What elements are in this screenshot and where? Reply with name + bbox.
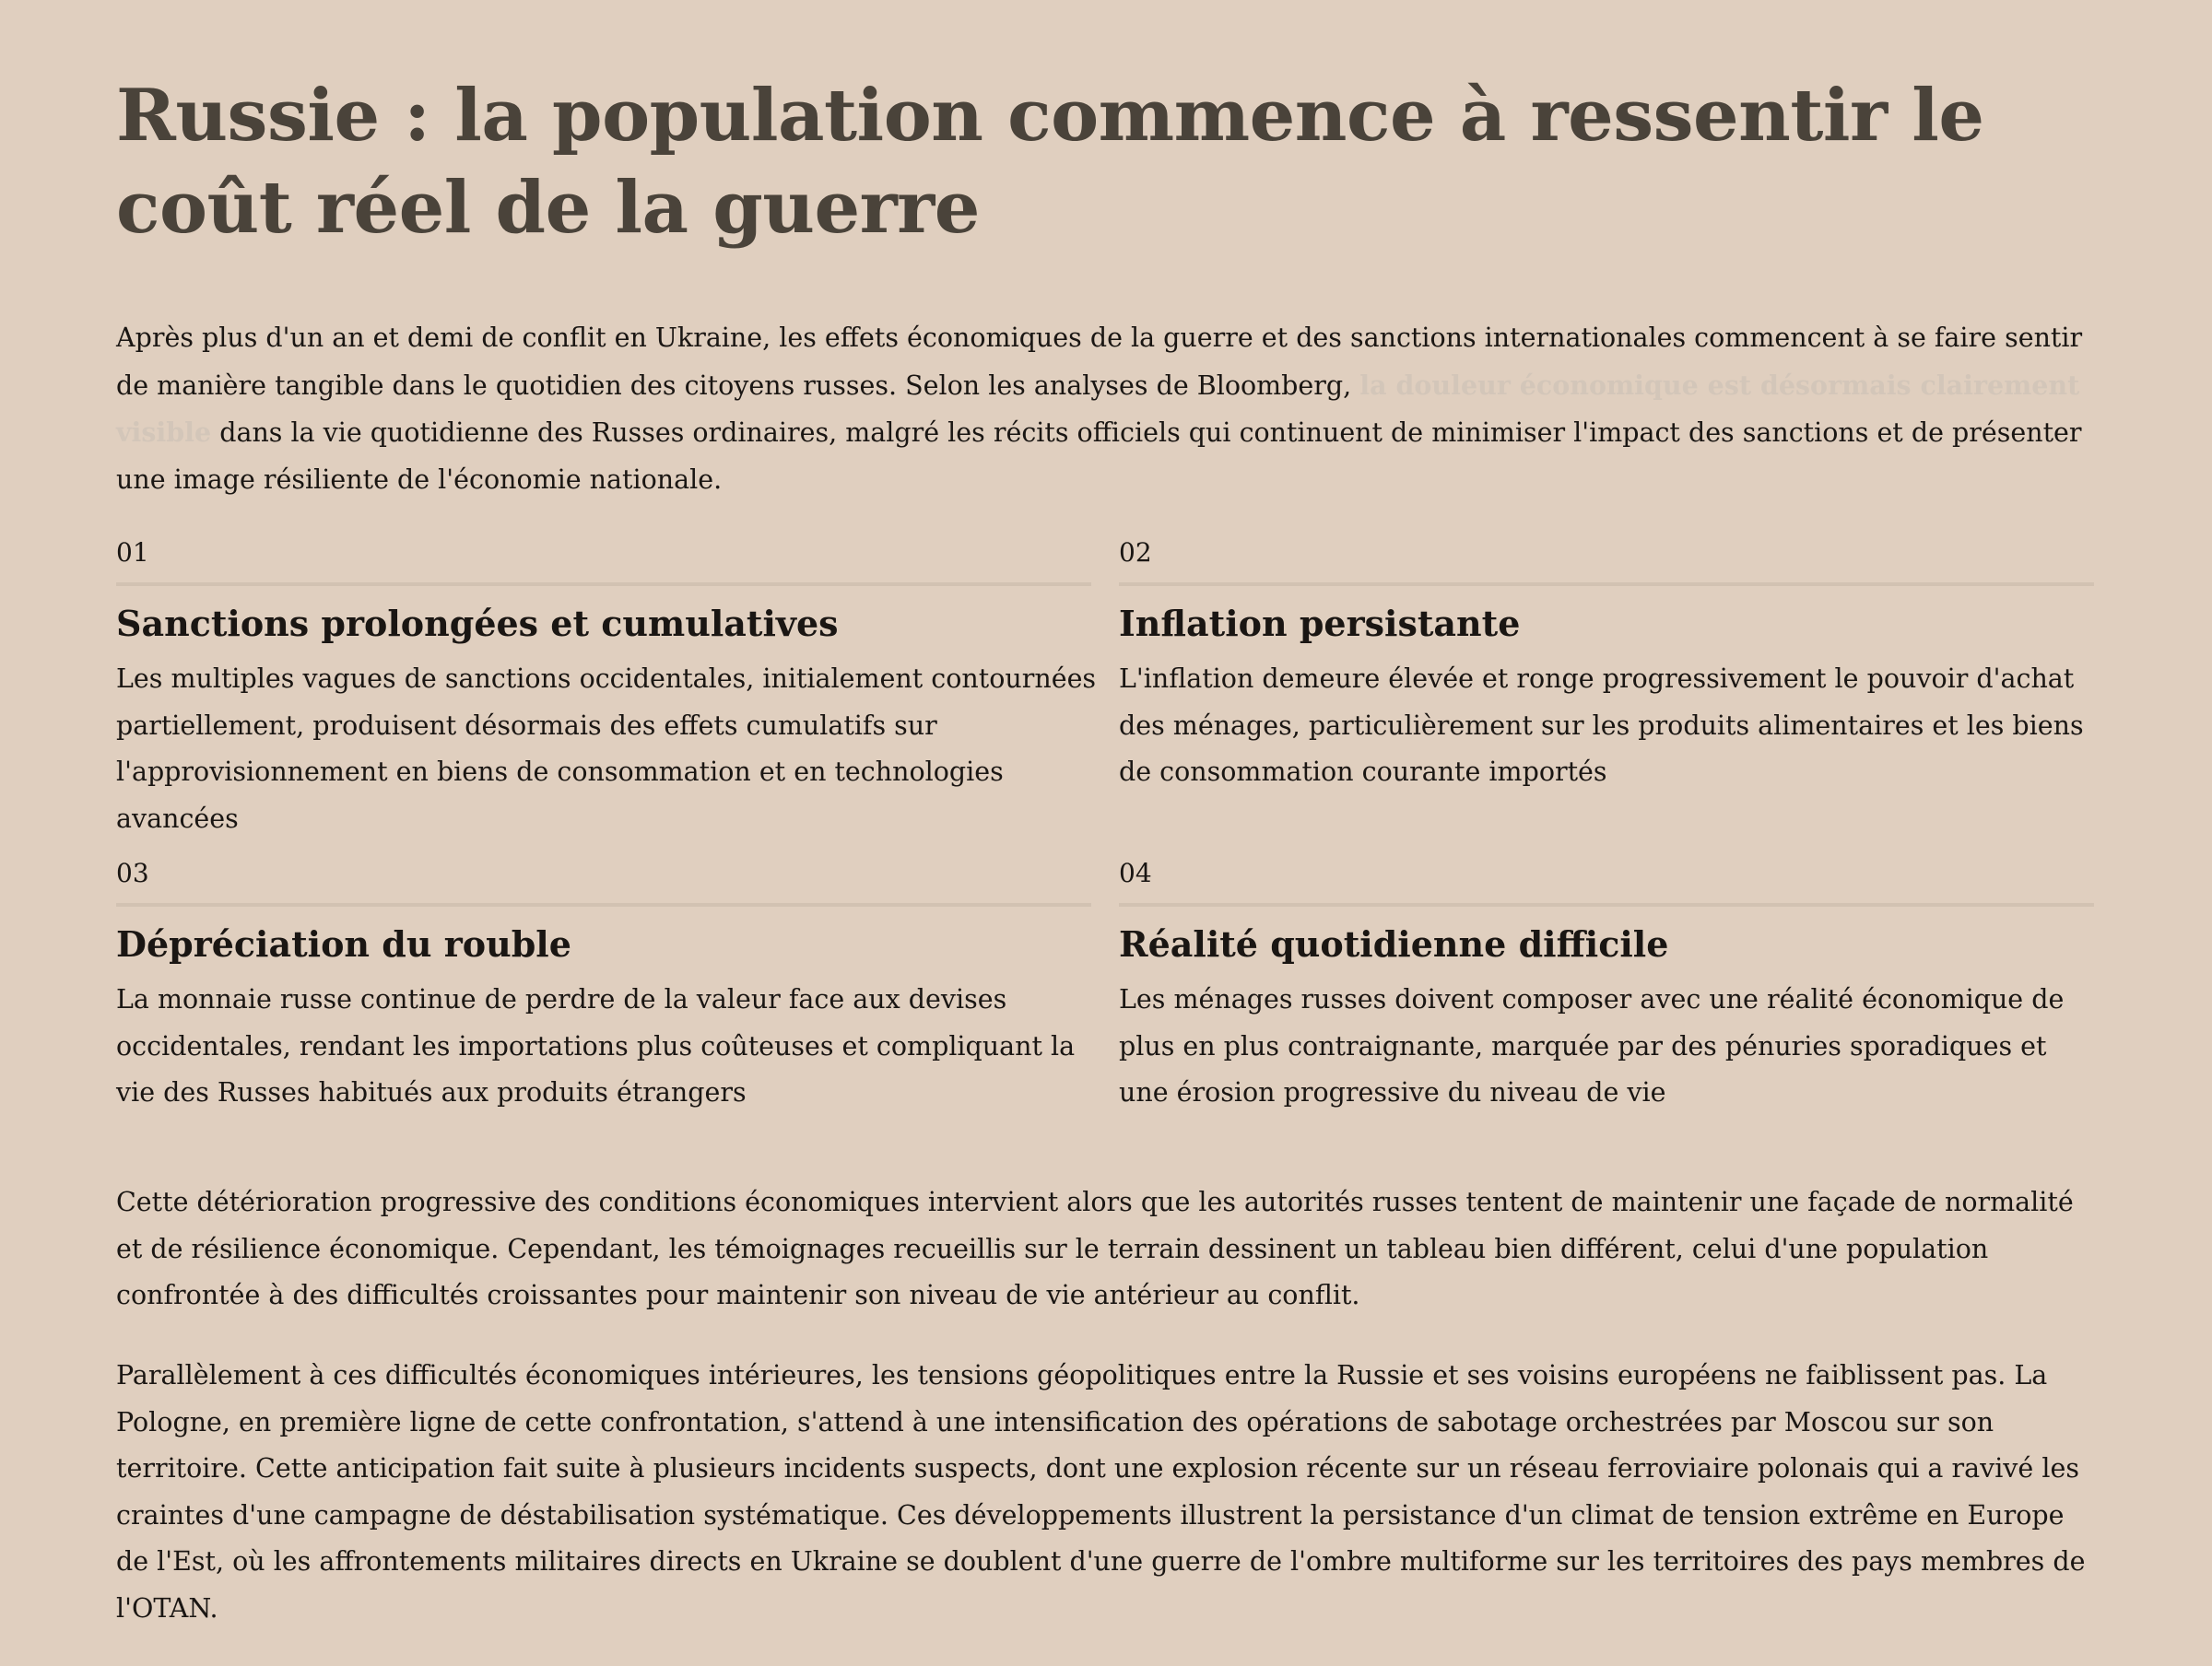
key-point-title: Sanctions prolongées et cumulatives xyxy=(116,603,839,644)
article-title: Russie : la population commence à ressentir le coût réel de la guerre xyxy=(116,74,1984,250)
key-point-number: 04 xyxy=(1119,858,1152,888)
key-point-number: 01 xyxy=(116,537,149,568)
key-point-body: La monnaie russe continue de perdre de la valeur face aux devises occidentales, rendant les importations plus coûteuses et compliquant la vie des Russes habitués aux produits étrangers xyxy=(116,984,1076,1108)
intro-paragraph xyxy=(116,315,2098,503)
body-paragraph-3: Parallèlement à ces difficultés économiques intérieures, les tensions géopolitiques entre la Russie et ses voisins européens ne faiblissent pas. La Pologne, en première ligne de cette confrontation, s'attend à une intensification des opérations de sabotage orchestrées par Moscou sur son territoire. Cette anticipation fait suite à plusieurs incidents suspects, dont une explosion récente sur un réseau ferroviaire polonais qui a ravivé les craintes d'une campagne de déstabilisation systématique. Ces développements illustrent la persistance d'un climat de tension extrême en Europe de l'Est, où les affrontements militaires directs en Ukraine se doublent d'une guerre de l'ombre multiforme sur les territoires des pays membres de l'OTAN. xyxy=(116,1360,2086,1624)
key-point-body: Les ménages russes doivent composer avec une réalité économique de plus en plus contraignante, marquée par des pénuries sporadiques et une érosion progressive du niveau de vie xyxy=(1119,984,2065,1108)
key-point-card-4 xyxy=(1119,855,2096,1117)
intro-highlight: la douleur économique est désormais clairement visible xyxy=(116,369,2080,448)
key-point-number: 03 xyxy=(116,858,149,888)
key-point-divider xyxy=(1119,582,2094,586)
key-point-body: Les multiples vagues de sanctions occidentales, initialement contournées partiellement, produisent désormais des effets cumulatifs sur l'approvisionnement en biens de consommation et en technologies avancées xyxy=(116,663,1097,834)
key-point-title: Réalité quotidienne difficile xyxy=(1119,923,1669,965)
key-point-number: 02 xyxy=(1119,537,1152,568)
key-point-title: Dépréciation du rouble xyxy=(116,923,571,965)
key-point-divider xyxy=(1119,903,2094,907)
intro-text-after: dans la vie quotidienne des Russes ordinaires, malgré les récits officiels qui continuent de minimiser l'impact des sanctions et de présenter une image résiliente de l'économie nationale. xyxy=(116,417,2082,495)
key-point-divider xyxy=(116,903,1091,907)
key-point-card-2 xyxy=(1119,534,2096,796)
key-point-divider xyxy=(116,582,1091,586)
body-paragraph-2: Cette détérioration progressive des conditions économiques intervient alors que les autorités russes tentent de maintenir une façade de normalité et de résilience économique. Cependant, les témoignages recueillis sur le terrain dessinent un tableau bien différent, celui d'une population confrontée à des difficultés croissantes pour maintenir son niveau de vie antérieur au conflit. xyxy=(116,1187,2074,1310)
key-point-body: L'inflation demeure élevée et ronge progressivement le pouvoir d'achat des ménages, particulièrement sur les produits alimentaires et les biens de consommation courante importés xyxy=(1119,663,2084,787)
key-point-card-1 xyxy=(116,534,1097,842)
key-point-card-3 xyxy=(116,855,1093,1117)
intro-text-before: Après plus d'un an et demi de conflit en Ukraine, les effets économiques de la guerre et des sanctions internationales commencent à se faire sentir de manière tangible dans le quotidien des citoyens russes. Selon les analyses de Bloomberg, xyxy=(116,323,2083,401)
key-point-title: Inflation persistante xyxy=(1119,603,1521,644)
